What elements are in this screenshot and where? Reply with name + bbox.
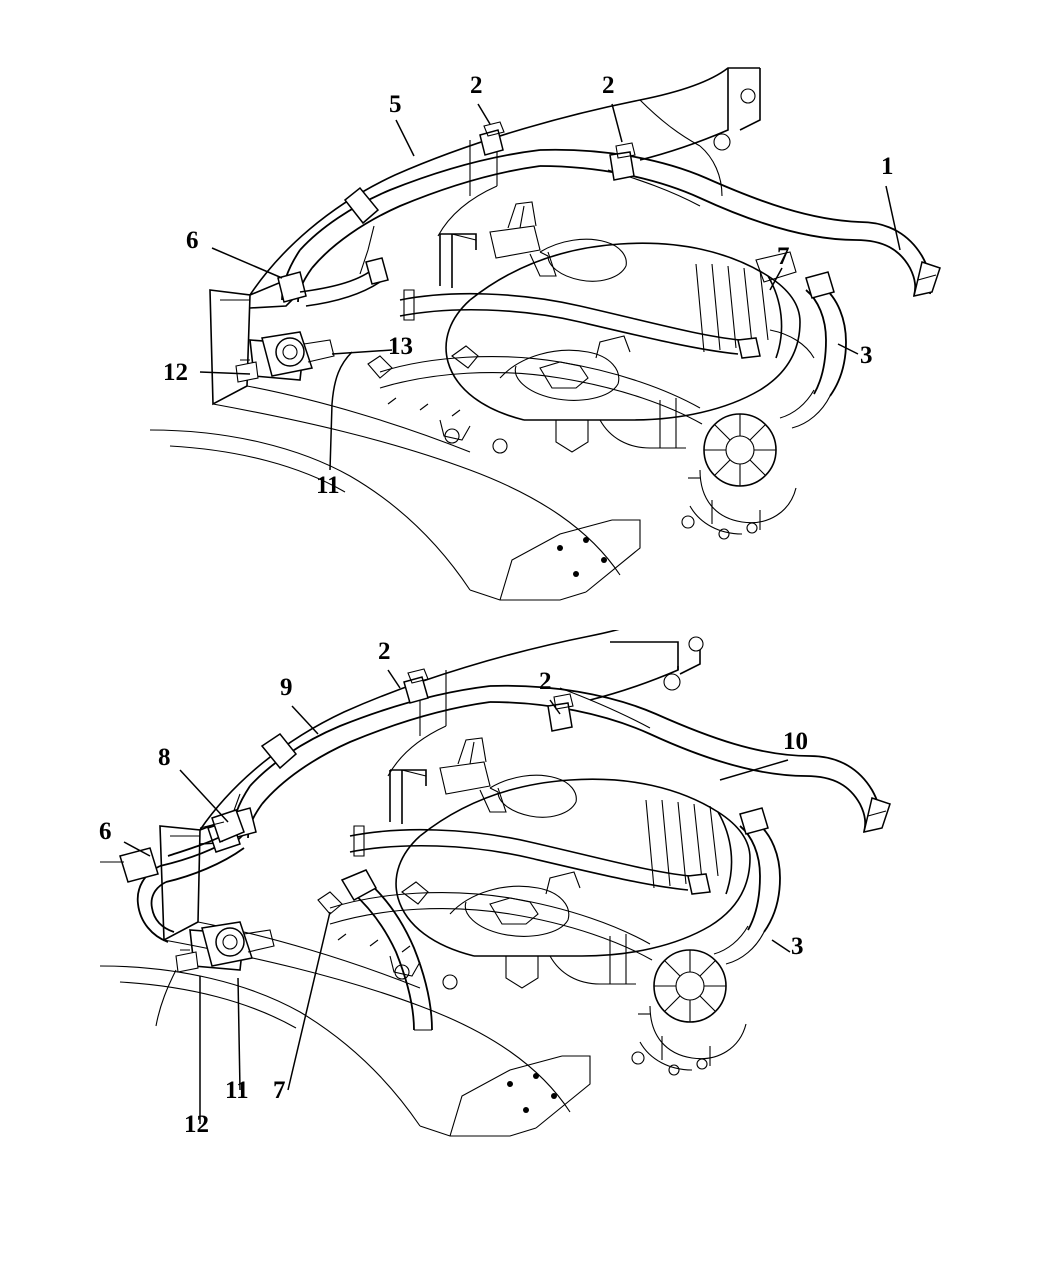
callout-12: 12 bbox=[163, 359, 188, 386]
callout-9: 9 bbox=[280, 674, 293, 701]
callout-11b: 11 bbox=[225, 1077, 249, 1104]
callout-7: 7 bbox=[777, 243, 790, 270]
lower-engine-view-panel bbox=[0, 630, 1050, 1275]
upper-engine-illustration bbox=[0, 0, 1050, 630]
callout-2d: 2 bbox=[539, 668, 552, 695]
callout-10: 10 bbox=[783, 728, 808, 755]
lower-engine-illustration bbox=[0, 630, 1050, 1275]
callout-8: 8 bbox=[158, 744, 171, 771]
callout-5: 5 bbox=[389, 91, 402, 118]
callout-3b: 3 bbox=[791, 933, 804, 960]
callout-7b: 7 bbox=[273, 1077, 286, 1104]
callout-2a: 2 bbox=[470, 72, 483, 99]
callout-11: 11 bbox=[316, 472, 340, 499]
callout-1: 1 bbox=[881, 153, 894, 180]
upper-engine-view-panel bbox=[0, 0, 1050, 630]
callout-2c: 2 bbox=[378, 638, 391, 665]
callout-6b: 6 bbox=[99, 818, 112, 845]
callout-13: 13 bbox=[388, 333, 413, 360]
callout-2b: 2 bbox=[602, 72, 615, 99]
callout-6: 6 bbox=[186, 227, 199, 254]
callout-12b: 12 bbox=[184, 1111, 209, 1138]
callout-3: 3 bbox=[860, 342, 873, 369]
